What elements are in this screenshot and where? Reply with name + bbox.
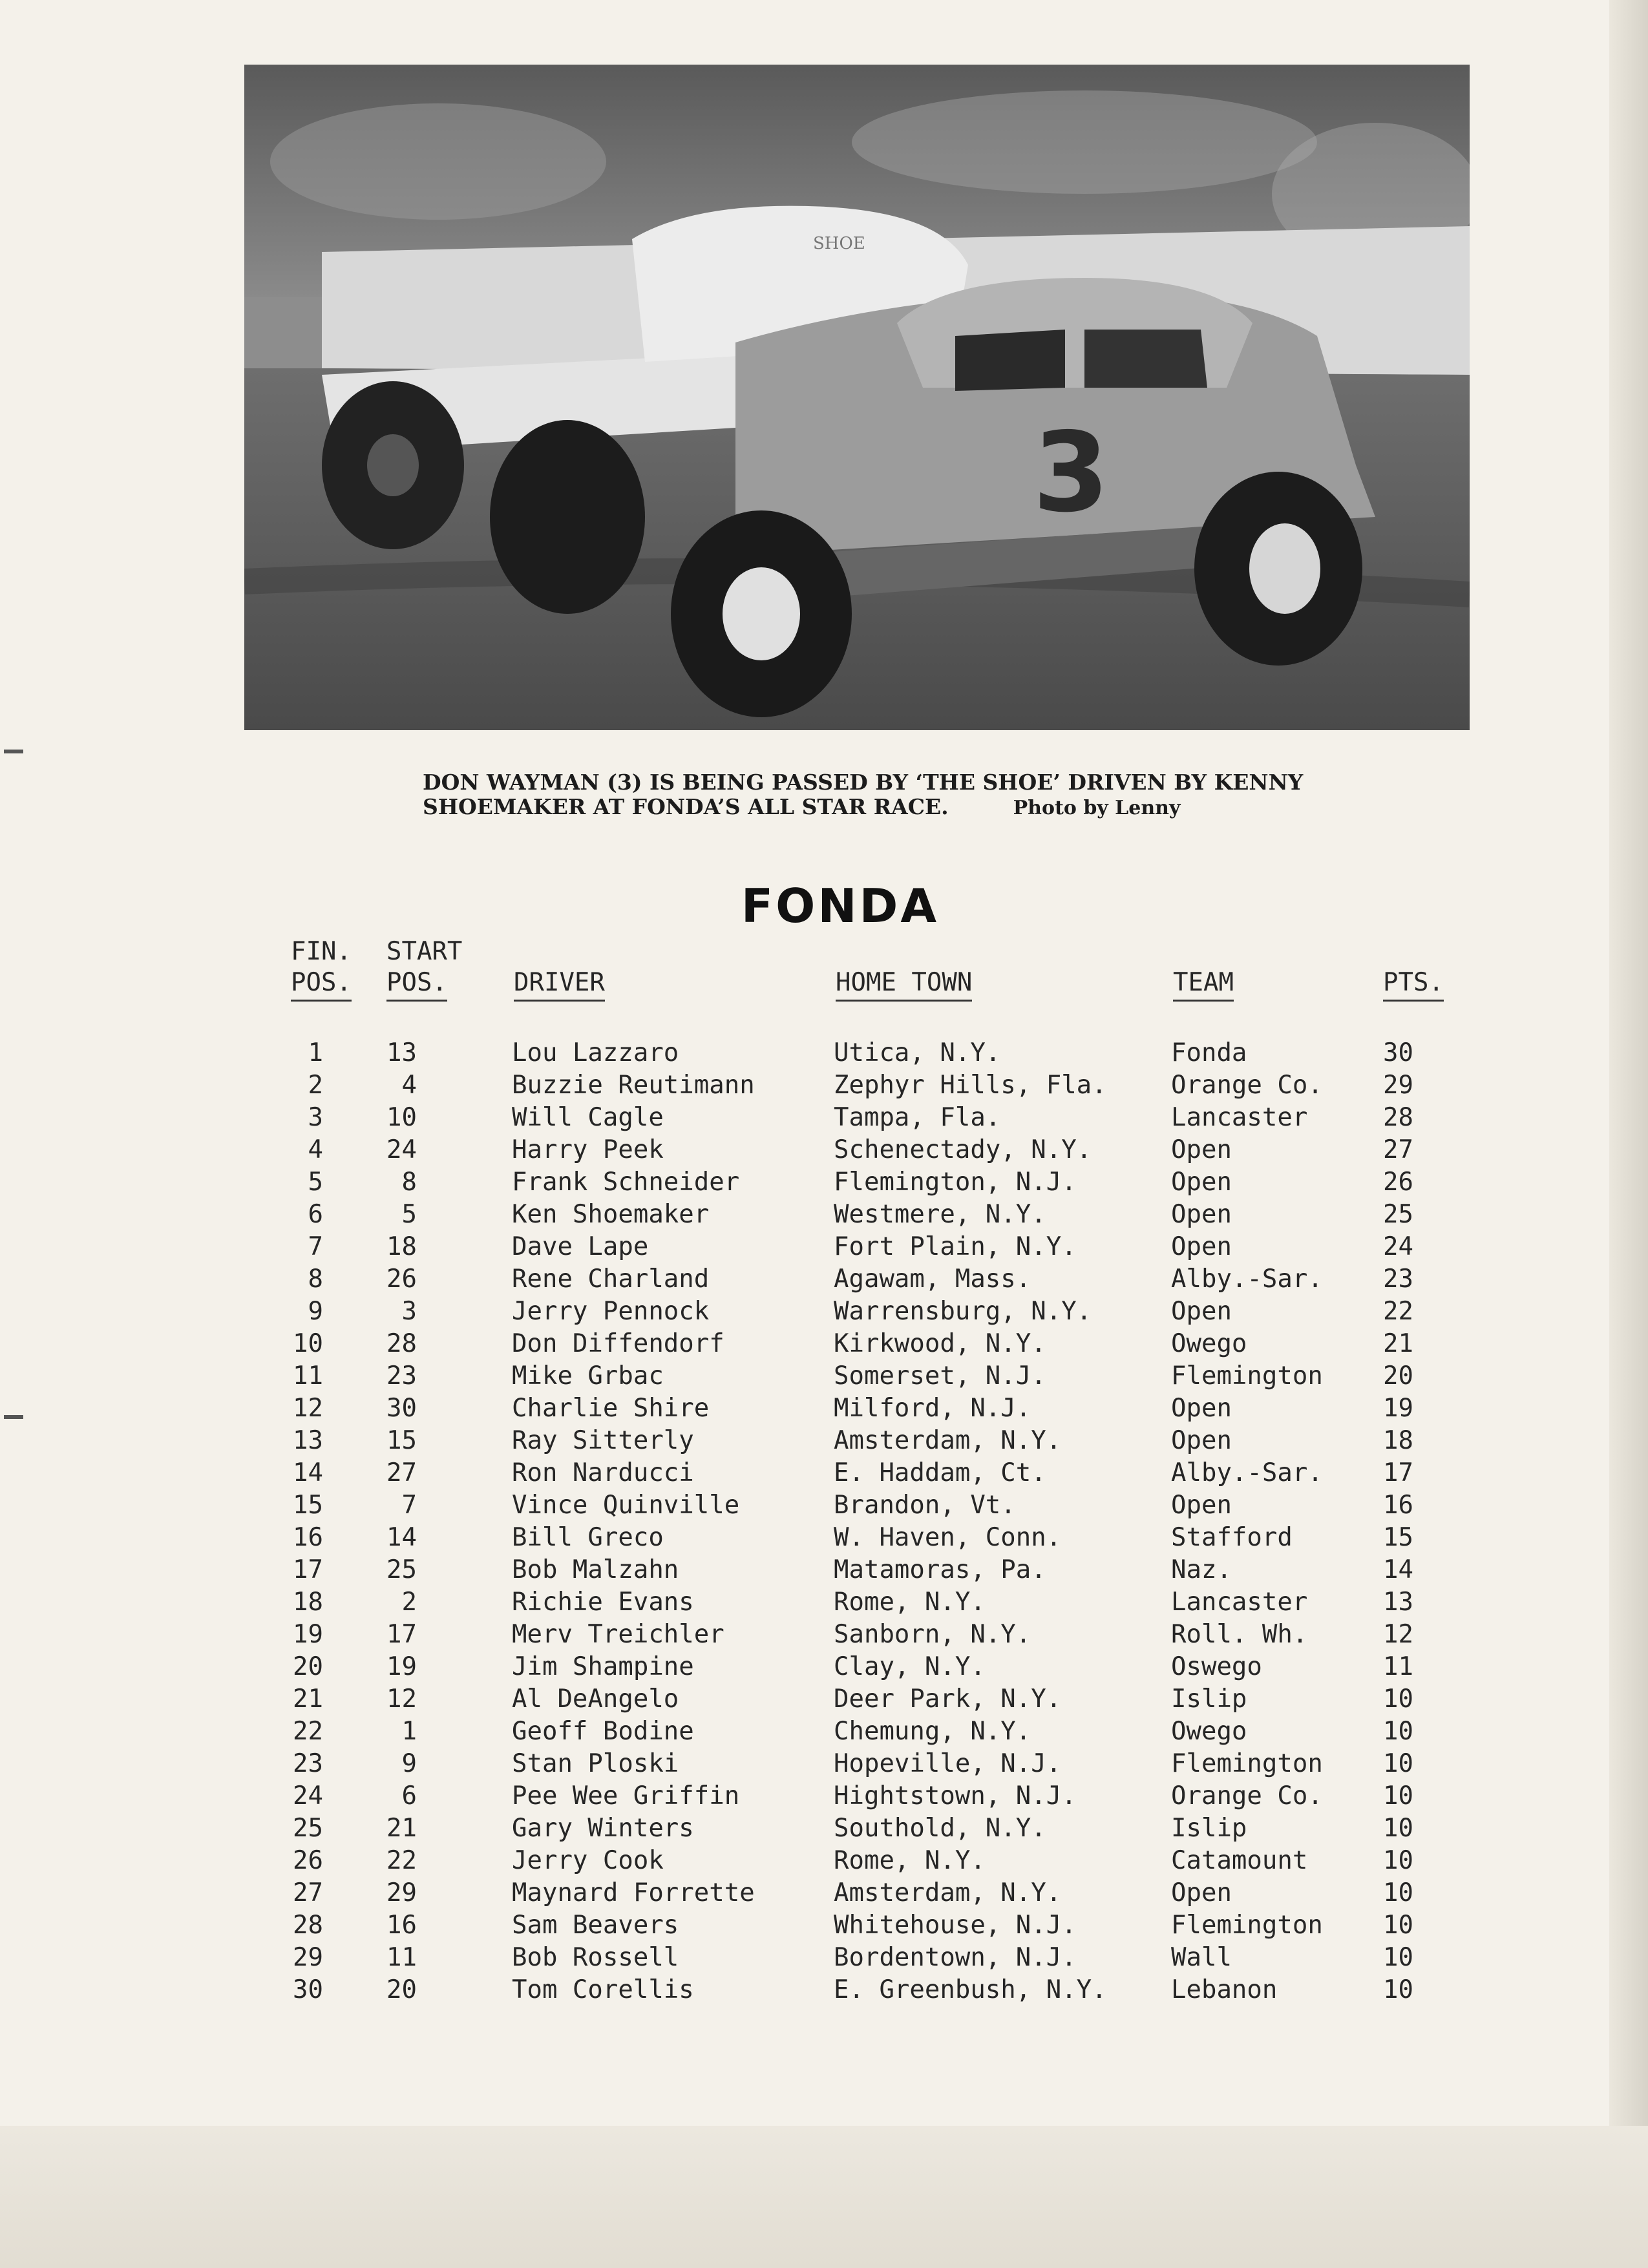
cell-driver: Bob Malzahn bbox=[512, 1555, 679, 1584]
cell-hometown: Deer Park, N.Y. bbox=[834, 1685, 1062, 1714]
cell-driver: Mike Grbac bbox=[512, 1361, 664, 1391]
cell-fin-pos: 28 bbox=[293, 1911, 323, 1940]
cell-hometown: Milford, N.J. bbox=[834, 1394, 1031, 1423]
cell-pts: 19 bbox=[1383, 1394, 1413, 1423]
header-pts: PTS. bbox=[1383, 968, 1444, 1002]
cell-team: Open bbox=[1171, 1297, 1232, 1326]
cell-pts: 23 bbox=[1383, 1265, 1413, 1294]
cell-pts: 10 bbox=[1383, 1878, 1413, 1907]
caption-line-1: DON WAYMAN (3) IS BEING PASSED BY ‘THE SHOE’ DRIVEN BY KENNY bbox=[423, 770, 1304, 795]
cell-hometown: Sanborn, N.Y. bbox=[834, 1620, 1031, 1649]
cell-driver: Will Cagle bbox=[512, 1103, 664, 1132]
cell-fin-pos: 15 bbox=[293, 1491, 323, 1520]
cell-driver: Buzzie Reutimann bbox=[512, 1071, 755, 1100]
page-title: FONDA bbox=[741, 879, 940, 933]
cell-start-pos: 6 bbox=[401, 1781, 417, 1811]
cell-start-pos: 27 bbox=[386, 1458, 417, 1487]
cell-pts: 21 bbox=[1383, 1329, 1413, 1358]
cell-driver: Tom Corellis bbox=[512, 1975, 694, 2004]
cell-hometown: Southold, N.Y. bbox=[834, 1814, 1046, 1843]
cell-team: Naz. bbox=[1171, 1555, 1232, 1584]
cell-fin-pos: 2 bbox=[308, 1071, 323, 1100]
cell-fin-pos: 9 bbox=[308, 1297, 323, 1326]
cell-hometown: W. Haven, Conn. bbox=[834, 1523, 1062, 1552]
cell-pts: 20 bbox=[1383, 1361, 1413, 1391]
cell-hometown: Rome, N.Y. bbox=[834, 1846, 986, 1875]
car-lettering: SHOE bbox=[813, 234, 865, 253]
cell-driver: Richie Evans bbox=[512, 1588, 694, 1617]
cell-fin-pos: 21 bbox=[293, 1685, 323, 1714]
photo-credit: Photo by Lenny bbox=[1013, 797, 1181, 819]
page-bottom-strip bbox=[0, 2126, 1648, 2268]
cell-start-pos: 20 bbox=[386, 1975, 417, 2004]
cell-fin-pos: 26 bbox=[293, 1846, 323, 1875]
cell-pts: 15 bbox=[1383, 1523, 1413, 1552]
cell-team: Lebanon bbox=[1171, 1975, 1278, 2004]
cell-start-pos: 16 bbox=[386, 1911, 417, 1940]
cell-hometown: Whitehouse, N.J. bbox=[834, 1911, 1077, 1940]
cell-team: Open bbox=[1171, 1135, 1232, 1164]
cell-hometown: Amsterdam, N.Y. bbox=[834, 1426, 1062, 1455]
cell-hometown: Rome, N.Y. bbox=[834, 1588, 986, 1617]
cell-hometown: Clay, N.Y. bbox=[834, 1652, 986, 1681]
cell-start-pos: 4 bbox=[401, 1071, 417, 1100]
cell-team: Alby.-Sar. bbox=[1171, 1458, 1323, 1487]
header-driver: DRIVER bbox=[514, 968, 605, 1002]
cell-pts: 10 bbox=[1383, 1943, 1413, 1972]
cell-hometown: Somerset, N.J. bbox=[834, 1361, 1046, 1391]
cell-pts: 30 bbox=[1383, 1038, 1413, 1067]
cell-driver: Ray Sitterly bbox=[512, 1426, 694, 1455]
cell-hometown: Tampa, Fla. bbox=[834, 1103, 1001, 1132]
cell-team: Islip bbox=[1171, 1685, 1247, 1714]
cell-fin-pos: 23 bbox=[293, 1749, 323, 1778]
cell-fin-pos: 5 bbox=[308, 1168, 323, 1197]
cell-team: Roll. Wh. bbox=[1171, 1620, 1308, 1649]
cell-start-pos: 11 bbox=[386, 1943, 417, 1972]
cell-team: Open bbox=[1171, 1394, 1232, 1423]
cell-pts: 27 bbox=[1383, 1135, 1413, 1164]
page-edge bbox=[1609, 0, 1648, 2268]
cell-pts: 28 bbox=[1383, 1103, 1413, 1132]
cell-pts: 10 bbox=[1383, 1975, 1413, 2004]
cell-driver: Geoff Bodine bbox=[512, 1717, 694, 1746]
cell-pts: 10 bbox=[1383, 1781, 1413, 1811]
cell-hometown: E. Greenbush, N.Y. bbox=[834, 1975, 1107, 2004]
cell-pts: 26 bbox=[1383, 1168, 1413, 1197]
cell-fin-pos: 13 bbox=[293, 1426, 323, 1455]
cell-start-pos: 9 bbox=[401, 1749, 417, 1778]
header-fin-line2: POS. bbox=[291, 968, 352, 1002]
cell-driver: Don Diffendorf bbox=[512, 1329, 724, 1358]
cell-pts: 12 bbox=[1383, 1620, 1413, 1649]
cell-driver: Charlie Shire bbox=[512, 1394, 710, 1423]
cell-driver: Bob Rossell bbox=[512, 1943, 679, 1972]
cell-start-pos: 12 bbox=[386, 1685, 417, 1714]
caption-line-2: SHOEMAKER AT FONDA’S ALL STAR RACE. bbox=[423, 794, 949, 819]
cell-start-pos: 28 bbox=[386, 1329, 417, 1358]
cell-hometown: Kirkwood, N.Y. bbox=[834, 1329, 1046, 1358]
cell-fin-pos: 18 bbox=[293, 1588, 323, 1617]
cell-pts: 18 bbox=[1383, 1426, 1413, 1455]
cell-driver: Vince Quinville bbox=[512, 1491, 740, 1520]
race-photo-image bbox=[244, 65, 1470, 730]
cell-fin-pos: 10 bbox=[293, 1329, 323, 1358]
cell-team: Lancaster bbox=[1171, 1103, 1308, 1132]
cell-team: Owego bbox=[1171, 1717, 1247, 1746]
cell-hometown: Bordentown, N.J. bbox=[834, 1943, 1077, 1972]
cell-pts: 16 bbox=[1383, 1491, 1413, 1520]
cell-team: Open bbox=[1171, 1200, 1232, 1229]
cell-pts: 17 bbox=[1383, 1458, 1413, 1487]
cell-pts: 10 bbox=[1383, 1749, 1413, 1778]
cell-driver: Lou Lazzaro bbox=[512, 1038, 679, 1067]
cell-driver: Rene Charland bbox=[512, 1265, 710, 1294]
cell-fin-pos: 24 bbox=[293, 1781, 323, 1811]
cell-hometown: Schenectady, N.Y. bbox=[834, 1135, 1092, 1164]
cell-fin-pos: 11 bbox=[293, 1361, 323, 1391]
cell-hometown: Agawam, Mass. bbox=[834, 1265, 1031, 1294]
cell-start-pos: 18 bbox=[386, 1232, 417, 1261]
cell-start-pos: 14 bbox=[386, 1523, 417, 1552]
cell-hometown: Flemington, N.J. bbox=[834, 1168, 1077, 1197]
cell-team: Open bbox=[1171, 1168, 1232, 1197]
cell-hometown: Zephyr Hills, Fla. bbox=[834, 1071, 1107, 1100]
cell-fin-pos: 8 bbox=[308, 1265, 323, 1294]
cell-start-pos: 1 bbox=[401, 1717, 417, 1746]
cell-team: Islip bbox=[1171, 1814, 1247, 1843]
cell-team: Flemington bbox=[1171, 1749, 1323, 1778]
cell-hometown: Brandon, Vt. bbox=[834, 1491, 1016, 1520]
cell-driver: Jim Shampine bbox=[512, 1652, 694, 1681]
cell-hometown: Matamoras, Pa. bbox=[834, 1555, 1046, 1584]
cell-team: Orange Co. bbox=[1171, 1071, 1323, 1100]
cell-hometown: Westmere, N.Y. bbox=[834, 1200, 1046, 1229]
cell-start-pos: 29 bbox=[386, 1878, 417, 1907]
cell-start-pos: 23 bbox=[386, 1361, 417, 1391]
cell-driver: Jerry Pennock bbox=[512, 1297, 710, 1326]
cell-driver: Maynard Forrette bbox=[512, 1878, 755, 1907]
cell-team: Flemington bbox=[1171, 1361, 1323, 1391]
cell-driver: Ken Shoemaker bbox=[512, 1200, 710, 1229]
cell-fin-pos: 22 bbox=[293, 1717, 323, 1746]
cell-start-pos: 8 bbox=[401, 1168, 417, 1197]
cell-start-pos: 3 bbox=[401, 1297, 417, 1326]
cell-pts: 10 bbox=[1383, 1846, 1413, 1875]
cell-team: Owego bbox=[1171, 1329, 1247, 1358]
cell-team: Flemington bbox=[1171, 1911, 1323, 1940]
cell-fin-pos: 4 bbox=[308, 1135, 323, 1164]
cell-driver: Gary Winters bbox=[512, 1814, 694, 1843]
cell-driver: Sam Beavers bbox=[512, 1911, 679, 1940]
cell-team: Oswego bbox=[1171, 1652, 1262, 1681]
cell-pts: 22 bbox=[1383, 1297, 1413, 1326]
cell-pts: 13 bbox=[1383, 1588, 1413, 1617]
cell-pts: 24 bbox=[1383, 1232, 1413, 1261]
race-photo bbox=[244, 65, 1470, 730]
cell-team: Orange Co. bbox=[1171, 1781, 1323, 1811]
cell-hometown: Hightstown, N.J. bbox=[834, 1781, 1077, 1811]
cell-driver: Pee Wee Griffin bbox=[512, 1781, 740, 1811]
cell-fin-pos: 1 bbox=[308, 1038, 323, 1067]
cell-hometown: Utica, N.Y. bbox=[834, 1038, 1001, 1067]
cell-fin-pos: 6 bbox=[308, 1200, 323, 1229]
cell-hometown: Amsterdam, N.Y. bbox=[834, 1878, 1062, 1907]
cell-hometown: Chemung, N.Y. bbox=[834, 1717, 1031, 1746]
header-fin-line1: FIN. bbox=[291, 937, 352, 966]
cell-driver: Jerry Cook bbox=[512, 1846, 664, 1875]
cell-start-pos: 7 bbox=[401, 1491, 417, 1520]
cell-start-pos: 13 bbox=[386, 1038, 417, 1067]
cell-team: Lancaster bbox=[1171, 1588, 1308, 1617]
cell-driver: Bill Greco bbox=[512, 1523, 664, 1552]
cell-start-pos: 24 bbox=[386, 1135, 417, 1164]
cell-start-pos: 2 bbox=[401, 1588, 417, 1617]
cell-fin-pos: 20 bbox=[293, 1652, 323, 1681]
cell-hometown: Hopeville, N.J. bbox=[834, 1749, 1062, 1778]
cell-fin-pos: 12 bbox=[293, 1394, 323, 1423]
cell-start-pos: 19 bbox=[386, 1652, 417, 1681]
cell-start-pos: 15 bbox=[386, 1426, 417, 1455]
cell-fin-pos: 27 bbox=[293, 1878, 323, 1907]
cell-team: Stafford bbox=[1171, 1523, 1293, 1552]
cell-fin-pos: 14 bbox=[293, 1458, 323, 1487]
cell-start-pos: 22 bbox=[386, 1846, 417, 1875]
cell-start-pos: 25 bbox=[386, 1555, 417, 1584]
cell-start-pos: 21 bbox=[386, 1814, 417, 1843]
cell-pts: 10 bbox=[1383, 1717, 1413, 1746]
cell-team: Open bbox=[1171, 1491, 1232, 1520]
cell-start-pos: 17 bbox=[386, 1620, 417, 1649]
cell-hometown: Fort Plain, N.Y. bbox=[834, 1232, 1077, 1261]
header-start-line1: START bbox=[386, 937, 463, 966]
cell-driver: Al DeAngelo bbox=[512, 1685, 679, 1714]
cell-fin-pos: 25 bbox=[293, 1814, 323, 1843]
cell-pts: 14 bbox=[1383, 1555, 1413, 1584]
cell-fin-pos: 19 bbox=[293, 1620, 323, 1649]
header-hometown: HOME TOWN bbox=[836, 968, 972, 1002]
header-start-line2: POS. bbox=[386, 968, 447, 1002]
cell-pts: 29 bbox=[1383, 1071, 1413, 1100]
cell-team: Wall bbox=[1171, 1943, 1232, 1972]
cell-team: Alby.-Sar. bbox=[1171, 1265, 1323, 1294]
cell-start-pos: 5 bbox=[401, 1200, 417, 1229]
cell-fin-pos: 16 bbox=[293, 1523, 323, 1552]
cell-driver: Stan Ploski bbox=[512, 1749, 679, 1778]
cell-team: Fonda bbox=[1171, 1038, 1247, 1067]
car-number: 3 bbox=[1033, 409, 1110, 537]
cell-pts: 10 bbox=[1383, 1814, 1413, 1843]
cell-hometown: E. Haddam, Ct. bbox=[834, 1458, 1046, 1487]
cell-driver: Ron Narducci bbox=[512, 1458, 694, 1487]
cell-driver: Harry Peek bbox=[512, 1135, 664, 1164]
binding-mark bbox=[4, 1415, 23, 1419]
cell-team: Open bbox=[1171, 1878, 1232, 1907]
cell-team: Catamount bbox=[1171, 1846, 1308, 1875]
cell-driver: Merv Treichler bbox=[512, 1620, 724, 1649]
cell-pts: 10 bbox=[1383, 1911, 1413, 1940]
cell-driver: Dave Lape bbox=[512, 1232, 649, 1261]
cell-driver: Frank Schneider bbox=[512, 1168, 740, 1197]
cell-hometown: Warrensburg, N.Y. bbox=[834, 1297, 1092, 1326]
cell-pts: 11 bbox=[1383, 1652, 1413, 1681]
cell-team: Open bbox=[1171, 1426, 1232, 1455]
photo-caption bbox=[423, 770, 1327, 821]
cell-fin-pos: 3 bbox=[308, 1103, 323, 1132]
header-team: TEAM bbox=[1173, 968, 1234, 1002]
cell-start-pos: 26 bbox=[386, 1265, 417, 1294]
cell-start-pos: 30 bbox=[386, 1394, 417, 1423]
cell-fin-pos: 7 bbox=[308, 1232, 323, 1261]
binding-mark bbox=[4, 750, 23, 753]
cell-pts: 25 bbox=[1383, 1200, 1413, 1229]
cell-fin-pos: 29 bbox=[293, 1943, 323, 1972]
cell-fin-pos: 30 bbox=[293, 1975, 323, 2004]
cell-fin-pos: 17 bbox=[293, 1555, 323, 1584]
cell-team: Open bbox=[1171, 1232, 1232, 1261]
cell-pts: 10 bbox=[1383, 1685, 1413, 1714]
cell-start-pos: 10 bbox=[386, 1103, 417, 1132]
